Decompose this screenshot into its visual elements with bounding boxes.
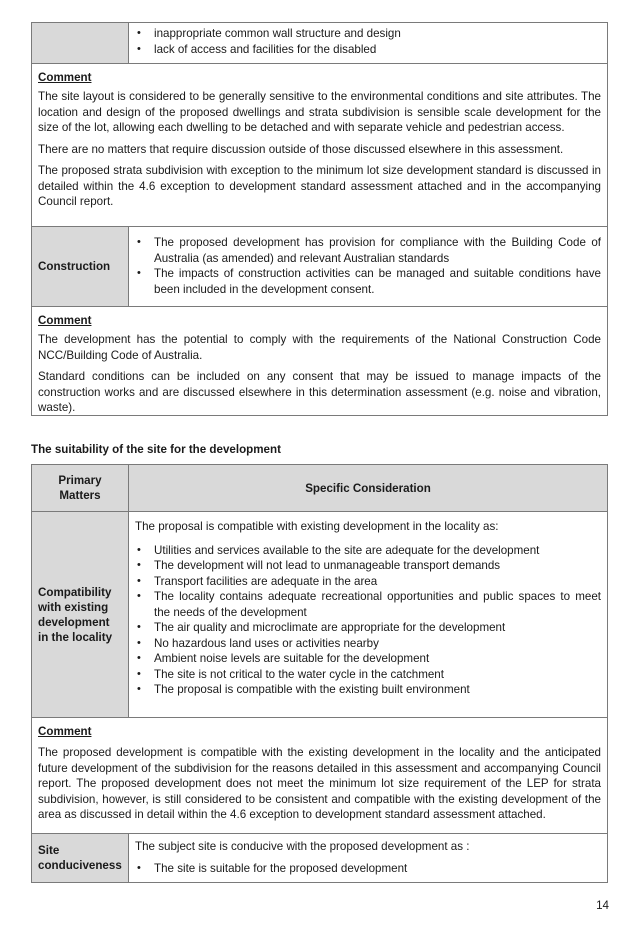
continued-cell [129,23,607,63]
list-item: • lack of access and facilities for the disabled [135,42,601,58]
specific-consideration-header: Specific Consideration [129,465,607,511]
list-item: • The site is not critical to the water cycle in the catchment [135,667,601,683]
list-item: • The impacts of construction activities can be managed and suitable conditions have been included in the development consent. [135,266,601,297]
comment-paragraph: The proposed development is compatible with the existing development in the locality and the anticipated future development of the subdivision for the reasons detailed in this assessment and accompanying Council report. The proposed development does not meet the minimum lot size requirement of the LEP for strata subdivision, however, is still considered to be consistent and compatible with the existing development of the area as discussed in detail within the 4.6 exception to development standard assessment attached. [38,746,601,821]
comment-heading: Comment [38,314,92,327]
construction-label: Construction [32,227,129,306]
list-item: • The air quality and microclimate are appropriate for the development [135,620,601,636]
header-row [32,465,607,512]
comment-paragraph: The development has the potential to comply with the requirements of the National Construction Code NCC/Building Code of Australia. [38,333,601,362]
compatibility-cell [129,512,607,717]
site-conduciveness-row [32,834,607,882]
primary-matters-header: Primary Matters [32,465,129,511]
site-conduciveness-intro: The subject site is conducive with the proposed development as : [135,840,470,853]
list-item: • The proposed development has provision for compliance with the Building Code of Australia (as amended) and relevant Australian standards [135,235,601,266]
comment-block [32,718,607,834]
compatibility-label: Compatibility with existing development in the locality [32,512,129,717]
compatibility-intro: The proposal is compatible with existing development in the locality as: [135,520,499,533]
page-number: 14 [596,899,609,912]
list-item: • Transport facilities are adequate in the area [135,574,601,590]
comment-heading: Comment [38,71,92,84]
list-item: • Ambient noise levels are suitable for the development [135,651,601,667]
comment-paragraph: The site layout is considered to be generally sensitive to the environmental conditions and site attributes. The location and design of the proposed dwellings and strata subdivision is sensible scale development for the size of the lot, allowing each dwelling to be detached and with separate vehicle and pedestrian access. [38,90,601,134]
construction-cell [129,227,607,306]
comment-block [32,64,607,227]
suitability-table [31,464,608,883]
list-item: • The site is suitable for the proposed development [135,861,601,877]
list-item: • Utilities and services available to the site are adequate for the development [135,543,601,559]
site-conduciveness-cell [129,834,607,882]
comment-paragraph: There are no matters that require discussion outside of those discussed elsewhere in this assessment. [38,142,564,156]
continued-row [32,23,607,64]
compatibility-row [32,512,607,718]
comment-block [32,307,607,415]
continued-label-cell [32,23,129,63]
list-item: • The locality contains adequate recreational opportunities and public spaces to meet the needs of the development [135,589,601,620]
list-item: • inappropriate common wall structure and design [135,26,601,42]
list-item: • The proposal is compatible with the existing built environment [135,682,601,698]
site-conduciveness-label: Site conduciveness [32,834,129,882]
top-table [31,22,608,416]
list-item: • No hazardous land uses or activities nearby [135,636,601,652]
construction-row [32,227,607,307]
comment-paragraph: Standard conditions can be included on any consent that may be issued to manage impacts of the construction works and are discussed elsewhere in this determination assessment (e.g. noise and vibration, waste). [38,370,601,414]
section-heading: The suitability of the site for the development [31,443,281,456]
comment-heading: Comment [38,725,92,738]
comment-paragraph: The proposed strata subdivision with exception to the minimum lot size development standard is discussed in detailed within the 4.6 exception to development standard assessment attached and in the accompanying Council report. [38,164,601,208]
list-item: • The development will not lead to unmanageable transport demands [135,558,601,574]
